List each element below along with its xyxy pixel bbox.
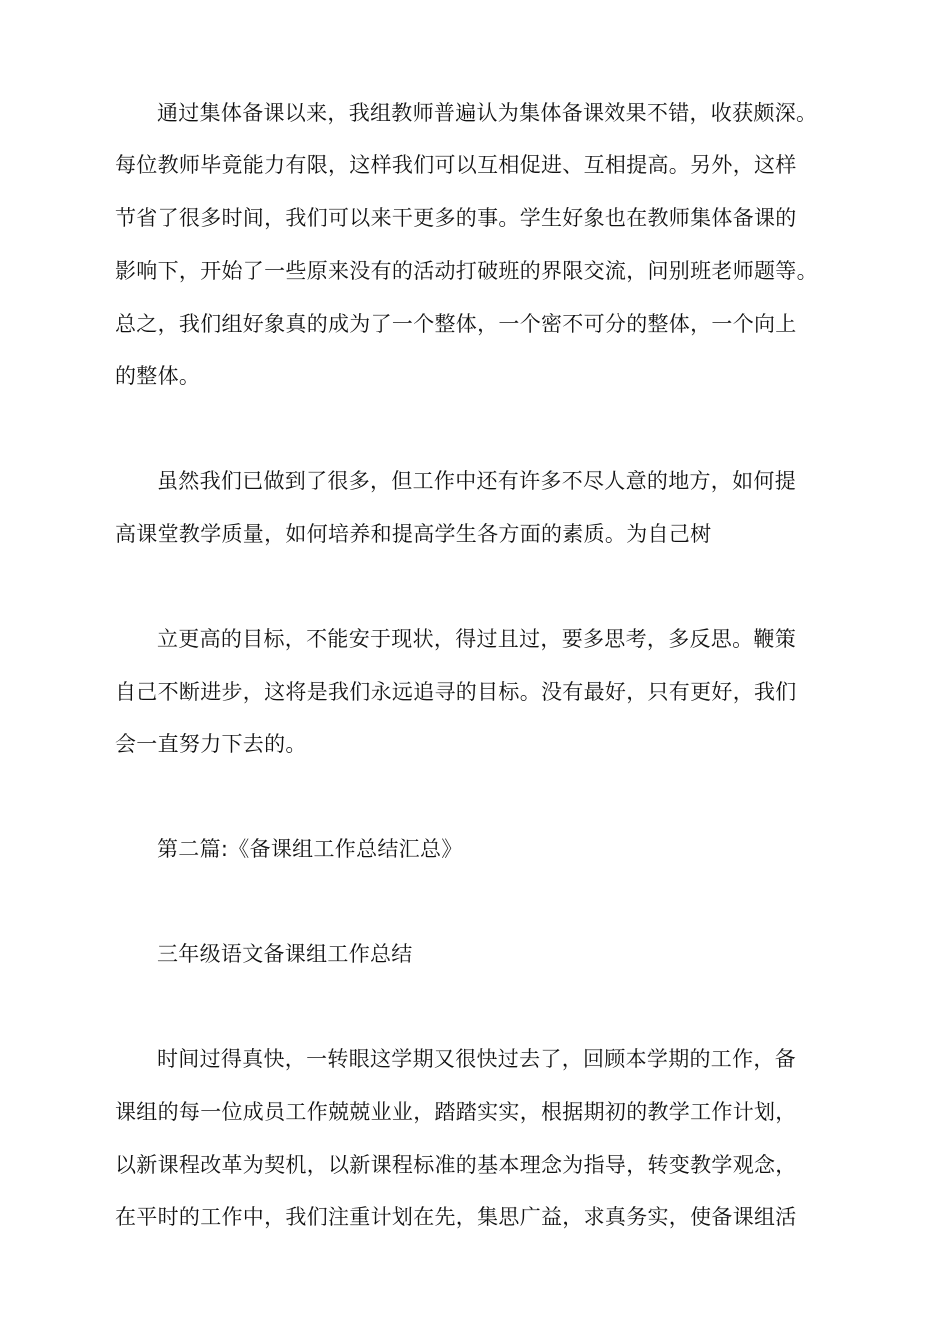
paragraph-line: 自己不断进步，这将是我们永远追寻的目标。没有最好，只有更好，我们 <box>115 680 797 704</box>
paragraph-line: 影响下，开始了一些原来没有的活动打破班的界限交流，问别班老师题等。 <box>115 259 818 283</box>
paragraph-line: 总之，我们组好象真的成为了一个整体，一个密不可分的整体，一个向上 <box>115 312 797 336</box>
paragraph-line: 课组的每一位成员工作兢兢业业，踏踏实实，根据期初的教学工作计划， <box>115 1100 797 1124</box>
paragraph-line: 以新课程改革为契机，以新课程标准的基本理念为指导，转变教学观念， <box>115 1153 797 1177</box>
paragraph-line: 通过集体备课以来，我组教师普遍认为集体备课效果不错，收获颇深。 <box>157 101 818 125</box>
paragraph-line: 立更高的目标，不能安于现状，得过且过，要多思考，多反思。鞭策 <box>157 627 796 651</box>
paragraph-line: 的整体。 <box>115 364 201 388</box>
paragraph-line: 时间过得真快，一转眼这学期又很快过去了，回顾本学期的工作，备 <box>157 1047 796 1071</box>
paragraph-line: 节省了很多时间，我们可以来干更多的事。学生好象也在教师集体备课的 <box>115 206 797 230</box>
subheading: 三年级语文备课组工作总结 <box>157 942 413 966</box>
paragraph-line: 会一直努力下去的。 <box>115 732 307 756</box>
paragraph-line: 每位教师毕竟能力有限，这样我们可以互相促进、互相提高。另外，这样 <box>115 153 797 177</box>
paragraph-line: 高课堂教学质量，如何培养和提高学生各方面的素质。为自己树 <box>115 522 712 546</box>
paragraph-line: 在平时的工作中，我们注重计划在先，集思广益，求真务实，使备课组活 <box>115 1205 797 1229</box>
paragraph-line: 虽然我们已做到了很多，但工作中还有许多不尽人意的地方，如何提 <box>157 469 796 493</box>
section-heading: 第二篇:《备课组工作总结汇总》 <box>157 837 463 861</box>
